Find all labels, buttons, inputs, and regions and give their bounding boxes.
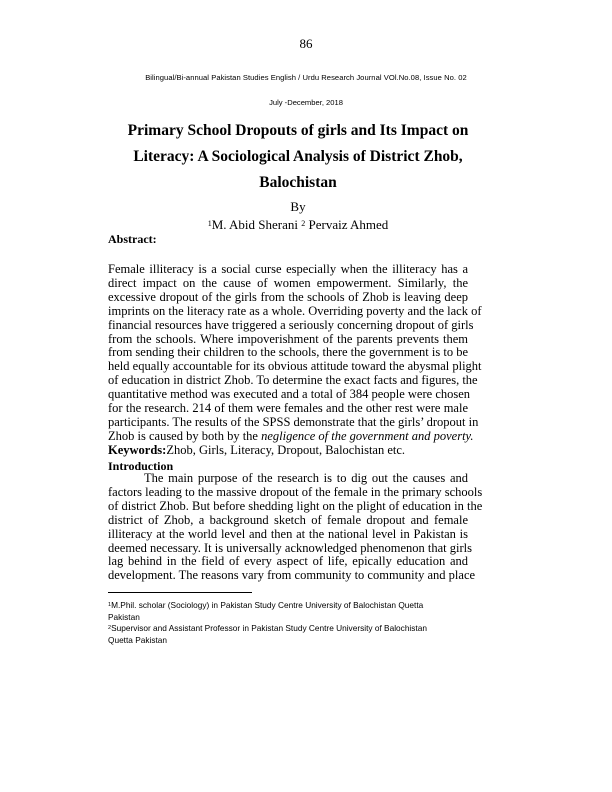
intro-line: The main purpose of the research is to dig out the causes and <box>144 471 468 485</box>
footnote-2-continuation: Quetta Pakistan <box>108 634 168 645</box>
footnote-1-text: M.Phil. scholar (Sociology) in Pakistan Study Centre University of Balochistan Quetta <box>111 600 424 610</box>
authors <box>108 216 488 234</box>
author-1-name: M. Abid Sherani <box>211 217 298 232</box>
abstract-body <box>108 262 482 458</box>
author-2-marker: 2 <box>301 219 306 228</box>
footnote-divider <box>108 592 252 593</box>
introduction-body <box>108 471 483 583</box>
abstract-last-line-plain: Zhob is caused by both by the <box>108 428 262 443</box>
footnote-1-continuation: Pakistan <box>108 611 140 622</box>
footnote-2-text: Supervisor and Assistant Professor in Pakistan Study Centre University of Balochistan <box>111 623 427 634</box>
abstract-line: quantitative method was executed and a total of 384 people were chosen <box>108 387 471 402</box>
abstract-last-line <box>108 428 474 444</box>
intro-line: deemed necessary. It is universally acknowledged phenomenon that girls <box>108 540 473 555</box>
byline: By <box>290 199 306 214</box>
footnote-1-marker: 1 <box>108 602 112 608</box>
abstract-line: imprints on the literacy rate as a whole. Overriding poverty and the lack of <box>108 303 482 318</box>
abstract-line: financial resources have triggered a seriously concerning dropout of girls <box>108 317 474 332</box>
keywords-value: Zhob, Girls, Literacy, Dropout, Balochistan etc. <box>166 442 406 457</box>
abstract-line: direct impact on the cause of women empowerment. Similarly, the <box>108 275 468 290</box>
abstract-line: participants. The results of the SPSS demonstrate that the girls’ dropout in <box>108 414 479 429</box>
page-number: 86 <box>299 36 313 51</box>
abstract-line: from the schools. Where impoverishment of the parents prevents them <box>108 331 468 346</box>
footnote-1 <box>108 600 468 623</box>
abstract-line: excessive dropout of the girls from the schools of Zhob is leaving deep <box>108 289 468 304</box>
intro-line: illiteracy at the world level and then at the national level in Pakistan is <box>108 526 468 541</box>
introduction-heading: Introduction <box>108 459 174 473</box>
title-block <box>108 118 488 234</box>
journal-header: Bilingual/Bi-annual Pakistan Studies English / Urdu Research Journal VOl.No.08, Issue No. 02 <box>145 73 467 82</box>
article-title-line-3: Balochistan <box>259 174 337 191</box>
author-1-marker: 1 <box>207 219 212 228</box>
abstract-line: for the research. 214 of them were females and the other rest were male <box>108 401 468 416</box>
intro-line: district of Zhob, a background sketch of female dropout and female <box>108 512 468 527</box>
issue-date: July -December, 2018 <box>269 98 343 107</box>
abstract-last-line-italic: negligence of the government and poverty. <box>261 428 474 443</box>
abstract-line: from sending their children to the schools, there the government is to be <box>108 345 468 360</box>
abstract-line: Female illiteracy is a social curse especially when the illiteracy has a <box>108 262 468 276</box>
abstract-line: of education in district Zhob. To determine the exact facts and figures, the <box>108 373 478 388</box>
intro-line: lag behind in the field of every aspect of life, epically education and <box>108 554 468 569</box>
footnote-2 <box>108 623 468 646</box>
abstract-heading: Abstract: <box>108 232 157 246</box>
footnote-2-marker: 2 <box>108 625 112 632</box>
keywords-label: Keywords: <box>108 442 167 457</box>
article-title-line-2: Literacy: A Sociological Analysis of District Zhob, <box>133 148 463 165</box>
intro-line: development. The reasons vary from community to community and place <box>108 568 476 583</box>
keywords-line <box>108 444 468 458</box>
footnotes <box>108 600 468 646</box>
article-title-line-1: Primary School Dropouts of girls and Its Impact on <box>127 122 469 139</box>
author-2-name: Pervaiz Ahmed <box>308 217 389 232</box>
intro-line: factors leading to the massive dropout of the female in the primary schools <box>108 484 483 499</box>
abstract-line: held equally accountable for its obvious attitude toward the abysmal plight <box>108 359 482 374</box>
intro-line: of district Zhob. But before shedding light on the plight of education in the <box>108 498 483 513</box>
